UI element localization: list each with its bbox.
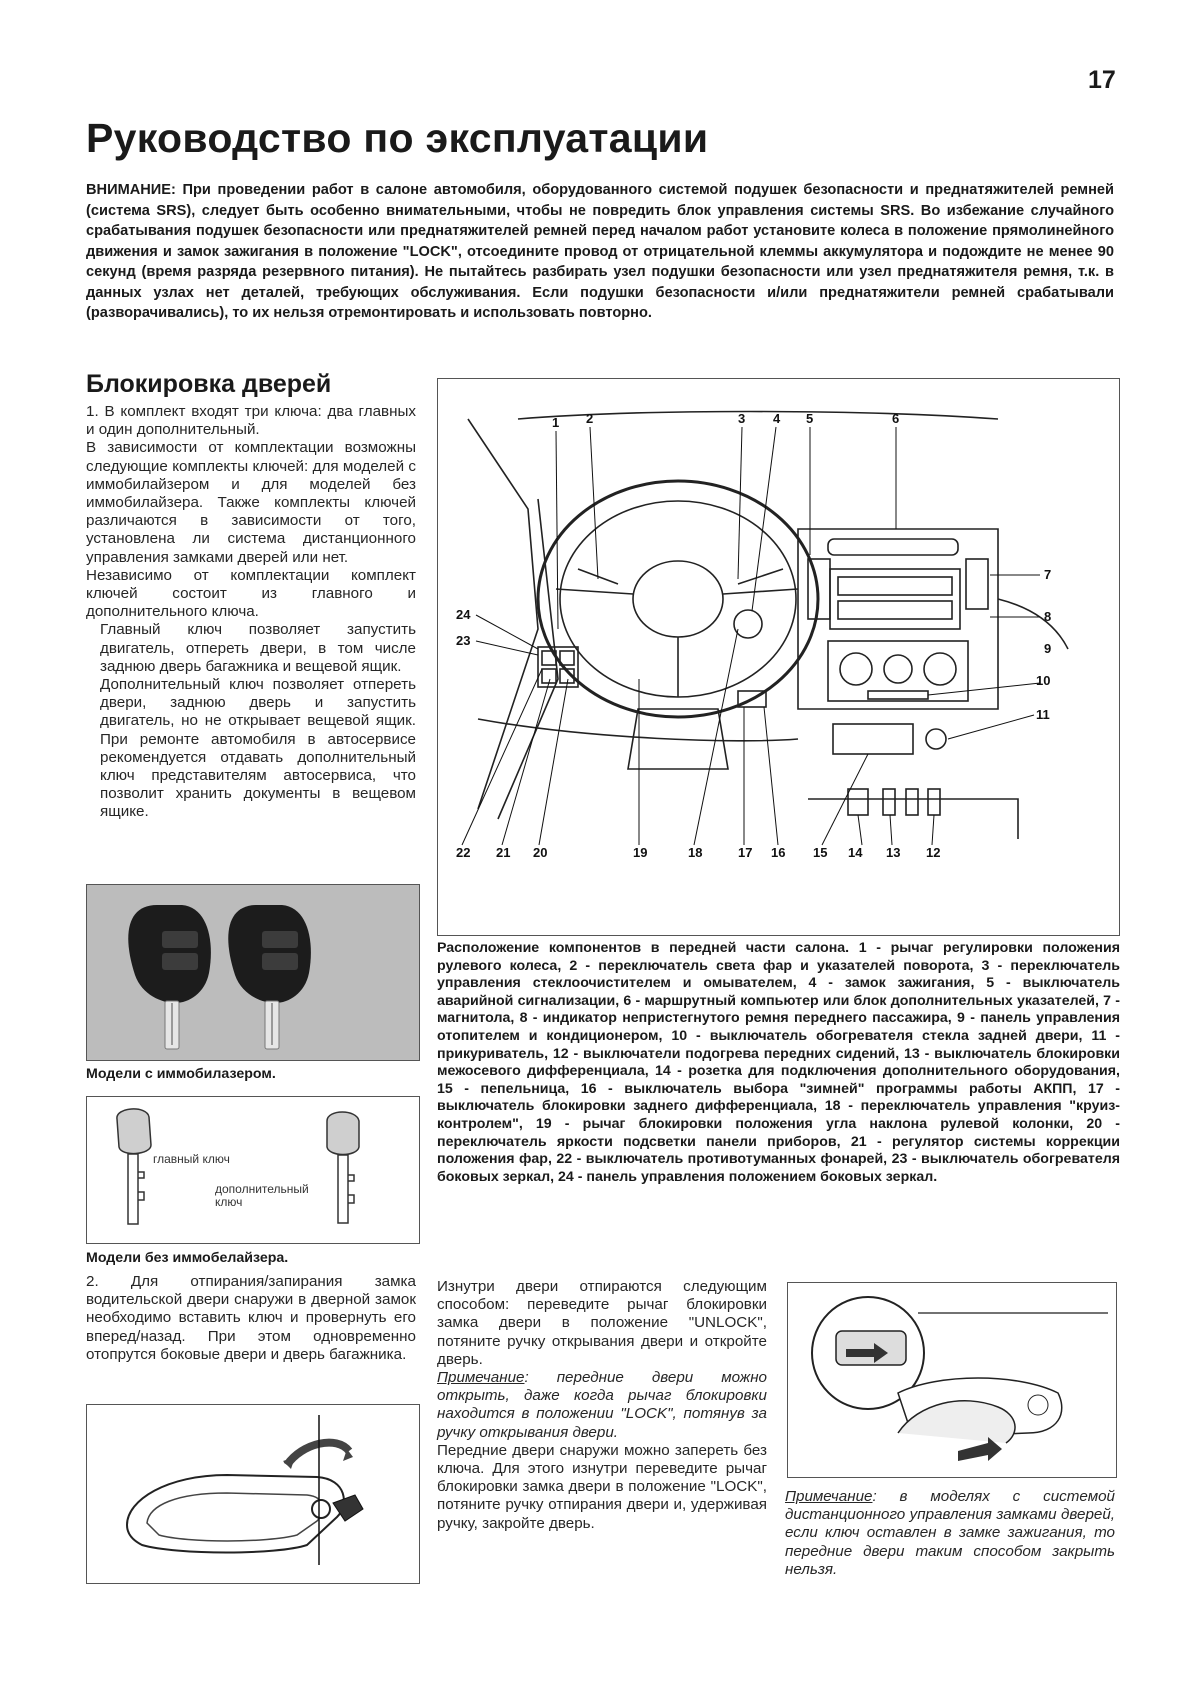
aux-key-paragraph: Дополнительный ключ позволяет отпереть двери, заднюю дверь и запустить двигатель, но не открывает вещевой ящик. При ремонте автомобиля в автосервисе рекомендуется отдавать дополнительный ключ представителям автосервиса, что позволит хранить документы в вещевом ящике.	[100, 676, 416, 821]
page-title: Руководство по эксплуатации	[86, 115, 709, 161]
inside-unlock-text	[437, 1278, 767, 1533]
inside-unlock-paragraph: Изнутри двери отпираются следующим способом: переведите рычаг блокировки замка двери в положение "UNLOCK", потяните ручку открывания двери и откройте дверь.	[437, 1278, 767, 1368]
callout-7: 7	[1044, 567, 1052, 582]
callout-1: 1	[552, 415, 560, 430]
aux-key-label: дополнительный ключ	[215, 1183, 309, 1209]
callout-9: 9	[1044, 641, 1052, 656]
immobilizer-keys-photo	[86, 884, 420, 1061]
section-title: Блокировка дверей	[86, 370, 332, 398]
dashboard-components-figure	[437, 378, 1120, 936]
callout-6: 6	[892, 411, 900, 426]
front-door-note	[437, 1369, 767, 1442]
callout-24: 24	[456, 607, 471, 622]
main-key-drawing	[117, 1109, 151, 1224]
callout-8: 8	[1044, 609, 1052, 624]
callout-3: 3	[738, 411, 746, 426]
note-text: : передние двери можно открыть, даже когда рычаг блокировки находится в положении "LOCK", потянув за ручку открывания двери.	[437, 1369, 767, 1441]
callout-22: 22	[456, 845, 471, 860]
keys-count-paragraph: 1. В комплект входят три ключа: два главных и один дополнительный.	[86, 403, 416, 439]
srs-warning-paragraph: ВНИМАНИЕ: При проведении работ в салоне автомобиля, оборудованного системой подушек безопасности и преднатяжителей ремней (система SRS), следует быть особенно внимательными, чтобы не повредить блок управления системы SRS. Во избежание случайного срабатывания подушек безопасности или преднатяжителей ремней перед началом работ установите колеса в положение прямолинейного движения и замок зажигания в положение "LOCK", отсоедините провод от отрицательной клеммы аккумулятора и подождите не менее 90 секунд (время разряда резервного питания). Не пытайтесь разбирать узел подушки безопасности или узел преднатяжителя ремня, т.к. в данных узлах нет деталей, требующих обслуживания. Если подушки безопасности и/или преднатяжители ремней срабатывали (разворачивались), то их нельзя отремонтировать и использовать повторно.	[86, 182, 1114, 321]
outside-lock-paragraph: 2. Для отпирания/запирания замка водительской двери снаружи в дверной замок необходимо вставить ключ и провернуть его вперед/назад. При этом одновременно отопрутся боковые двери и дверь багажника.	[86, 1273, 416, 1363]
door-lock-intro-text	[86, 403, 416, 822]
dashboard-caption: Расположение компонентов в передней части салона. 1 - рычаг регулировки положения рулевого колеса, 2 - переключатель света фар и указателей поворота, 3 - переключатель управления стеклоочистителем и омывателем, 4 - замок зажигания, 5 - выключатель аварийной сигнализации, 6 - маршрутный компьютер или блок дополнительных указателей, 7 - магнитола, 8 - индикатор непристегнутого ремня переднего пассажира, 9 - панель управления отопителем и кондиционером, 10 - выключатель обогревателя стекла задней двери, 11 - прикуриватель, 12 - выключатели подогрева передних сидений, 13 - выключатель блокировки межосевого дифференциала, 14 - розетка для подключения дополнительного оборудования, 15 - пепельница, 16 - выключатель выбора "зимней" программы работы АКПП, 17 - выключатель блокировки заднего дифференциала, 18 - переключатель управления "круиз-контролем", 19 - рычаг блокировки положения угла наклона рулевой колонки, 20 - переключатель яркости подсветки панели приборов, 21 - регулятор системы коррекции положения фар, 22 - выключатель противотуманных фонарей, 23 - выключатель обогревателя боковых зеркал, 24 - панель управления положением боковых зеркал.	[437, 940, 1120, 1185]
caption-no-immobilizer-keys: Модели без иммобелайзера.	[86, 1250, 289, 1266]
callout-2: 2	[586, 411, 594, 426]
callout-21: 21	[496, 845, 511, 860]
callout-10: 10	[1036, 673, 1051, 688]
callout-5: 5	[806, 411, 814, 426]
main-key-paragraph: Главный ключ позволяет запустить двигатель, отпереть двери, в том числе заднюю дверь багажника и вещевой ящик.	[100, 621, 416, 675]
door-handle-key-figure	[86, 1404, 420, 1584]
callout-20: 20	[533, 845, 548, 860]
note-label: Примечание	[437, 1369, 525, 1387]
callout-16: 16	[771, 845, 786, 860]
callout-4: 4	[773, 411, 781, 426]
key-sets-paragraph: В зависимости от комплектации возможны следующие комплекты ключей: для моделей с иммобилайзером и для моделей без иммобилайзера. Также комплекты ключей различаются в зависимости от того, установлена ли система дистанционного управления замками дверей или нет.	[86, 439, 416, 566]
inner-door-handle-figure	[787, 1282, 1117, 1478]
callout-11: 11	[1036, 707, 1050, 722]
caption-immobilizer-keys: Модели с иммобилазером.	[86, 1066, 276, 1082]
callout-17: 17	[738, 845, 753, 860]
callout-13: 13	[886, 845, 901, 860]
note-text: : в моделях с системой дистанционного управления замками дверей, если ключ оставлен в замке зажигания, то передние двери таким способом закрыть нельзя.	[785, 1488, 1115, 1578]
main-key-label: главный ключ	[153, 1153, 230, 1166]
note-label: Примечание	[785, 1488, 873, 1505]
callout-18: 18	[688, 845, 703, 860]
callout-12: 12	[926, 845, 941, 860]
page-number: 17	[1088, 66, 1116, 94]
callout-14: 14	[848, 845, 863, 860]
keyless-lock-paragraph: Передние двери снаружи можно запереть без ключа. Для этого изнутри переведите рычаг блокировки замка двери в положение "LOCK", потяните ручку отпирания двери и, удерживая ручку, закройте дверь.	[437, 1441, 767, 1532]
remote-lock-note	[785, 1488, 1115, 1579]
no-immobilizer-keys-sketch	[86, 1096, 420, 1244]
callout-15: 15	[813, 845, 828, 860]
callout-23: 23	[456, 633, 471, 648]
key-set-composition-paragraph: Независимо от комплектации комплект ключей состоит из главного и дополнительного ключа.	[86, 566, 416, 621]
callout-19: 19	[633, 845, 648, 860]
